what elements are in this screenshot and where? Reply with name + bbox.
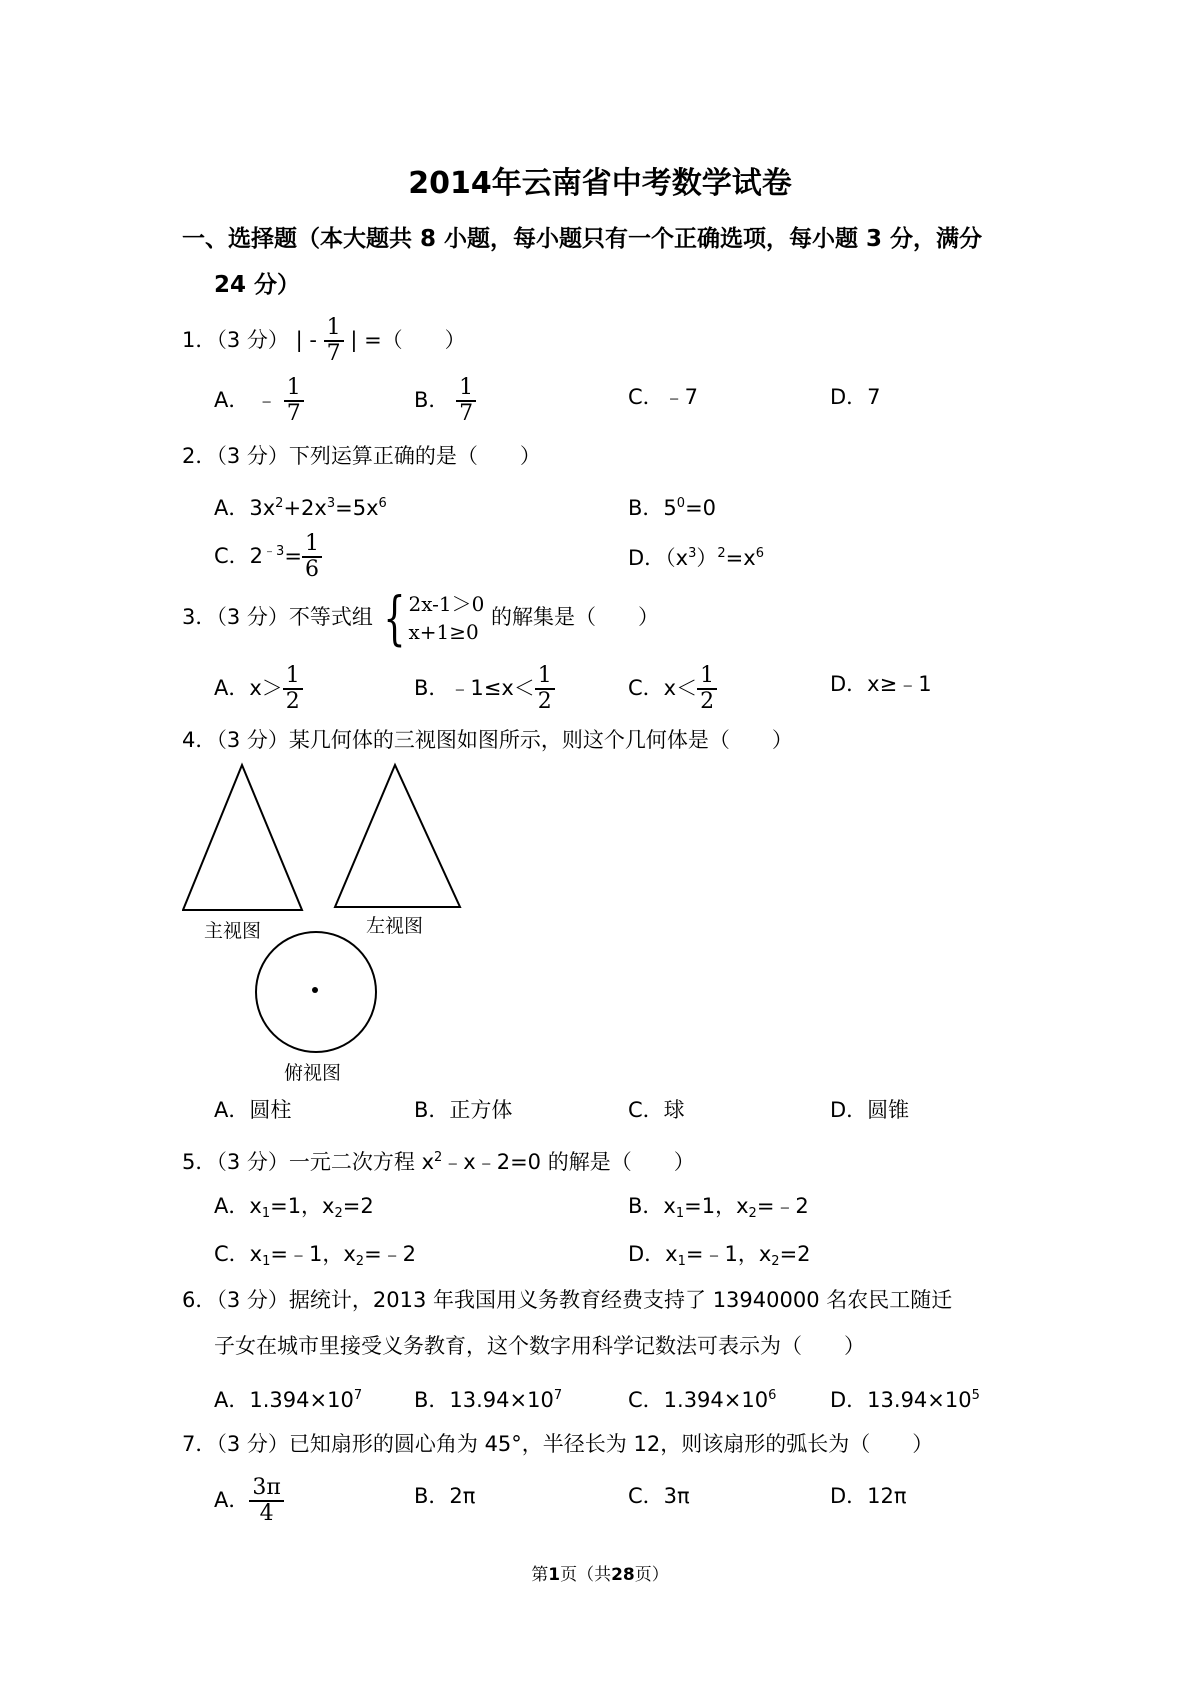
q1-option-a — [214, 376, 304, 426]
q3-c-den: 2 — [700, 689, 715, 714]
q3-b-fraction — [535, 664, 555, 714]
q1-b-den: 7 — [459, 401, 474, 426]
left-view-triangle — [335, 765, 460, 907]
q1-a-den: 7 — [286, 401, 301, 426]
q5-option-d: D．$x_1=﹣1$，$x_2=2$ — [628, 1242, 811, 1269]
footer-page-number: 1 — [548, 1565, 561, 1585]
q3-inequality-system — [380, 584, 485, 652]
q1-option-d: D．7 — [830, 385, 881, 409]
q7-option-d: D．12π — [830, 1484, 907, 1508]
option-label: B． — [628, 496, 664, 520]
q2-option-d: D．$(x^3)^2=x^6$ — [628, 546, 764, 570]
q3-brace: { — [382, 584, 406, 652]
option-label: B． — [628, 1194, 664, 1218]
question-5 — [182, 1142, 695, 1178]
q1-abs-open: | — [295, 328, 303, 352]
option-label: C．1.394×10 — [628, 1388, 769, 1412]
question-3 — [182, 584, 660, 652]
option-label: D． — [628, 1242, 666, 1266]
q4-option-a: A．圆柱 — [214, 1098, 292, 1122]
q6-option-b — [414, 1380, 562, 1416]
option-label: D． — [628, 546, 666, 570]
footer-total-pages: 28 — [611, 1565, 635, 1585]
q1-a-num: 1 — [284, 376, 304, 402]
footer-post: 页） — [634, 1565, 669, 1585]
q5-option-c: C．$x_1=﹣1$，$x_2=﹣2$ — [214, 1242, 417, 1269]
q1-b-num: 1 — [456, 376, 476, 402]
top-view-label: 俯视图 — [284, 1062, 342, 1084]
question-6-cont: 子女在城市里接受义务教育，这个数字用科学记数法可表示为（ ） — [214, 1334, 865, 1358]
option-label: C． — [214, 1242, 250, 1266]
q7-option-a — [214, 1476, 284, 1526]
option-label: A．1.394×10 — [214, 1388, 354, 1412]
q3-suffix: 的解集是（ ） — [491, 605, 660, 629]
top-view-center-dot — [312, 987, 318, 993]
q4-option-c: C．球 — [628, 1098, 685, 1122]
footer-mid: 页（共 — [560, 1565, 612, 1585]
section-heading-cont: 24 分） — [214, 272, 301, 298]
option-label: C．x＜ — [628, 676, 698, 700]
q1-den: 7 — [326, 341, 341, 366]
q5-option-b: B．$x_1=1$，$x_2=﹣2$ — [628, 1194, 809, 1221]
q3-a-den: 2 — [285, 689, 300, 714]
q4-option-b: B．正方体 — [414, 1098, 513, 1122]
q3-c-num: 1 — [697, 664, 717, 690]
q2-c-fraction — [302, 532, 322, 582]
option-label: A． — [214, 1488, 250, 1512]
q3-b-den: 2 — [537, 689, 552, 714]
footer-pre: 第 — [531, 1565, 549, 1585]
q7-option-c: C．3π — [628, 1484, 690, 1508]
q6-option-c — [628, 1380, 776, 1416]
left-view-label: 左视图 — [366, 915, 424, 937]
exponent: 7 — [353, 1388, 363, 1403]
q5-stem-suffix: ﹣x﹣2=0 的解是（ ） — [442, 1150, 695, 1174]
q3-inequality-2: x+1≥0 — [408, 620, 479, 644]
page-footer — [0, 1560, 1200, 1585]
q1-b-fraction — [456, 376, 476, 426]
three-view-figure — [182, 760, 482, 1090]
question-6: 6．（3 分）据统计，2013 年我国用义务教育经费支持了 13940000 名农民工随迁 — [182, 1288, 953, 1312]
q2-option-b: B．$5^0=0$ — [628, 496, 717, 520]
q2-c-den: 6 — [304, 557, 319, 582]
q7-a-num: 3π — [249, 1476, 283, 1502]
option-label: B．﹣1≤x＜ — [414, 676, 535, 700]
q7-a-den: 4 — [259, 1501, 274, 1526]
option-label: B． — [414, 388, 450, 412]
q5-stem-exponent: 2 — [434, 1150, 443, 1165]
q3-b-num: 1 — [535, 664, 555, 690]
q1-a-fraction — [284, 376, 304, 426]
option-label: A． — [214, 1194, 250, 1218]
q1-minus: - — [309, 328, 317, 352]
q7-a-fraction — [249, 1476, 283, 1526]
q1-prefix: 1．（3 分） — [182, 328, 289, 352]
page-title: 2014年云南省中考数学试卷 — [408, 166, 792, 201]
q3-option-a — [214, 664, 303, 714]
front-view-label: 主视图 — [204, 920, 262, 942]
section-heading: 一、选择题（本大题共 8 小题，每小题只有一个正确选项，每小题 3 分，满分 — [182, 226, 983, 252]
option-label: A． — [214, 388, 250, 412]
q3-a-fraction — [283, 664, 303, 714]
q4-option-d: D．圆锥 — [830, 1098, 910, 1122]
q5-stem-prefix: 5．（3 分）一元二次方程 x — [182, 1150, 434, 1174]
q1-num: 1 — [324, 316, 344, 342]
q1-a-sign: ﹣ — [256, 388, 278, 412]
q3-c-fraction — [697, 664, 717, 714]
option-label: C． — [214, 544, 250, 568]
q1-option-c: C．﹣7 — [628, 385, 699, 409]
exponent: 6 — [768, 1388, 777, 1403]
q2-option-a: A．$3x^2+2x^3=5x^6$ — [214, 496, 387, 520]
q3-option-c — [628, 664, 717, 714]
option-label: D．13.94×10 — [830, 1388, 972, 1412]
q2-option-c: C．$2^{﹣3}=$ $\frac{1}{6}$ — [214, 532, 322, 582]
q3-prefix: 3．（3 分）不等式组 — [182, 605, 373, 629]
q2-c-num: 1 — [302, 532, 322, 558]
q6-option-a — [214, 1380, 362, 1416]
q1-suffix: =（ ） — [364, 328, 466, 352]
exponent: 5 — [971, 1388, 980, 1403]
option-label: A．x＞ — [214, 676, 283, 700]
question-4: 4．（3 分）某几何体的三视图如图所示，则这个几何体是（ ） — [182, 728, 793, 752]
question-1 — [182, 316, 466, 366]
q1-abs-close: | — [350, 328, 358, 352]
question-2: 2．（3 分）下列运算正确的是（ ） — [182, 444, 541, 468]
option-label: A． — [214, 496, 250, 520]
q3-option-b — [414, 664, 555, 714]
q3-a-num: 1 — [283, 664, 303, 690]
exponent: 7 — [553, 1388, 563, 1403]
option-label: B．13.94×10 — [414, 1388, 554, 1412]
front-view-triangle — [183, 765, 302, 910]
q5-option-a: A．$x_1=1$，$x_2=2$ — [214, 1194, 374, 1221]
q7-option-b: B．2π — [414, 1484, 476, 1508]
q6-option-d — [830, 1380, 980, 1416]
question-7: 7．（3 分）已知扇形的圆心角为 45°，半径长为 12，则该扇形的弧长为（ ） — [182, 1432, 934, 1456]
q1-fraction — [324, 316, 344, 366]
q3-inequality-1: 2x-1＞0 — [408, 592, 485, 616]
q3-option-d: D．x≥﹣1 — [830, 672, 932, 696]
q1-option-b — [414, 376, 476, 426]
